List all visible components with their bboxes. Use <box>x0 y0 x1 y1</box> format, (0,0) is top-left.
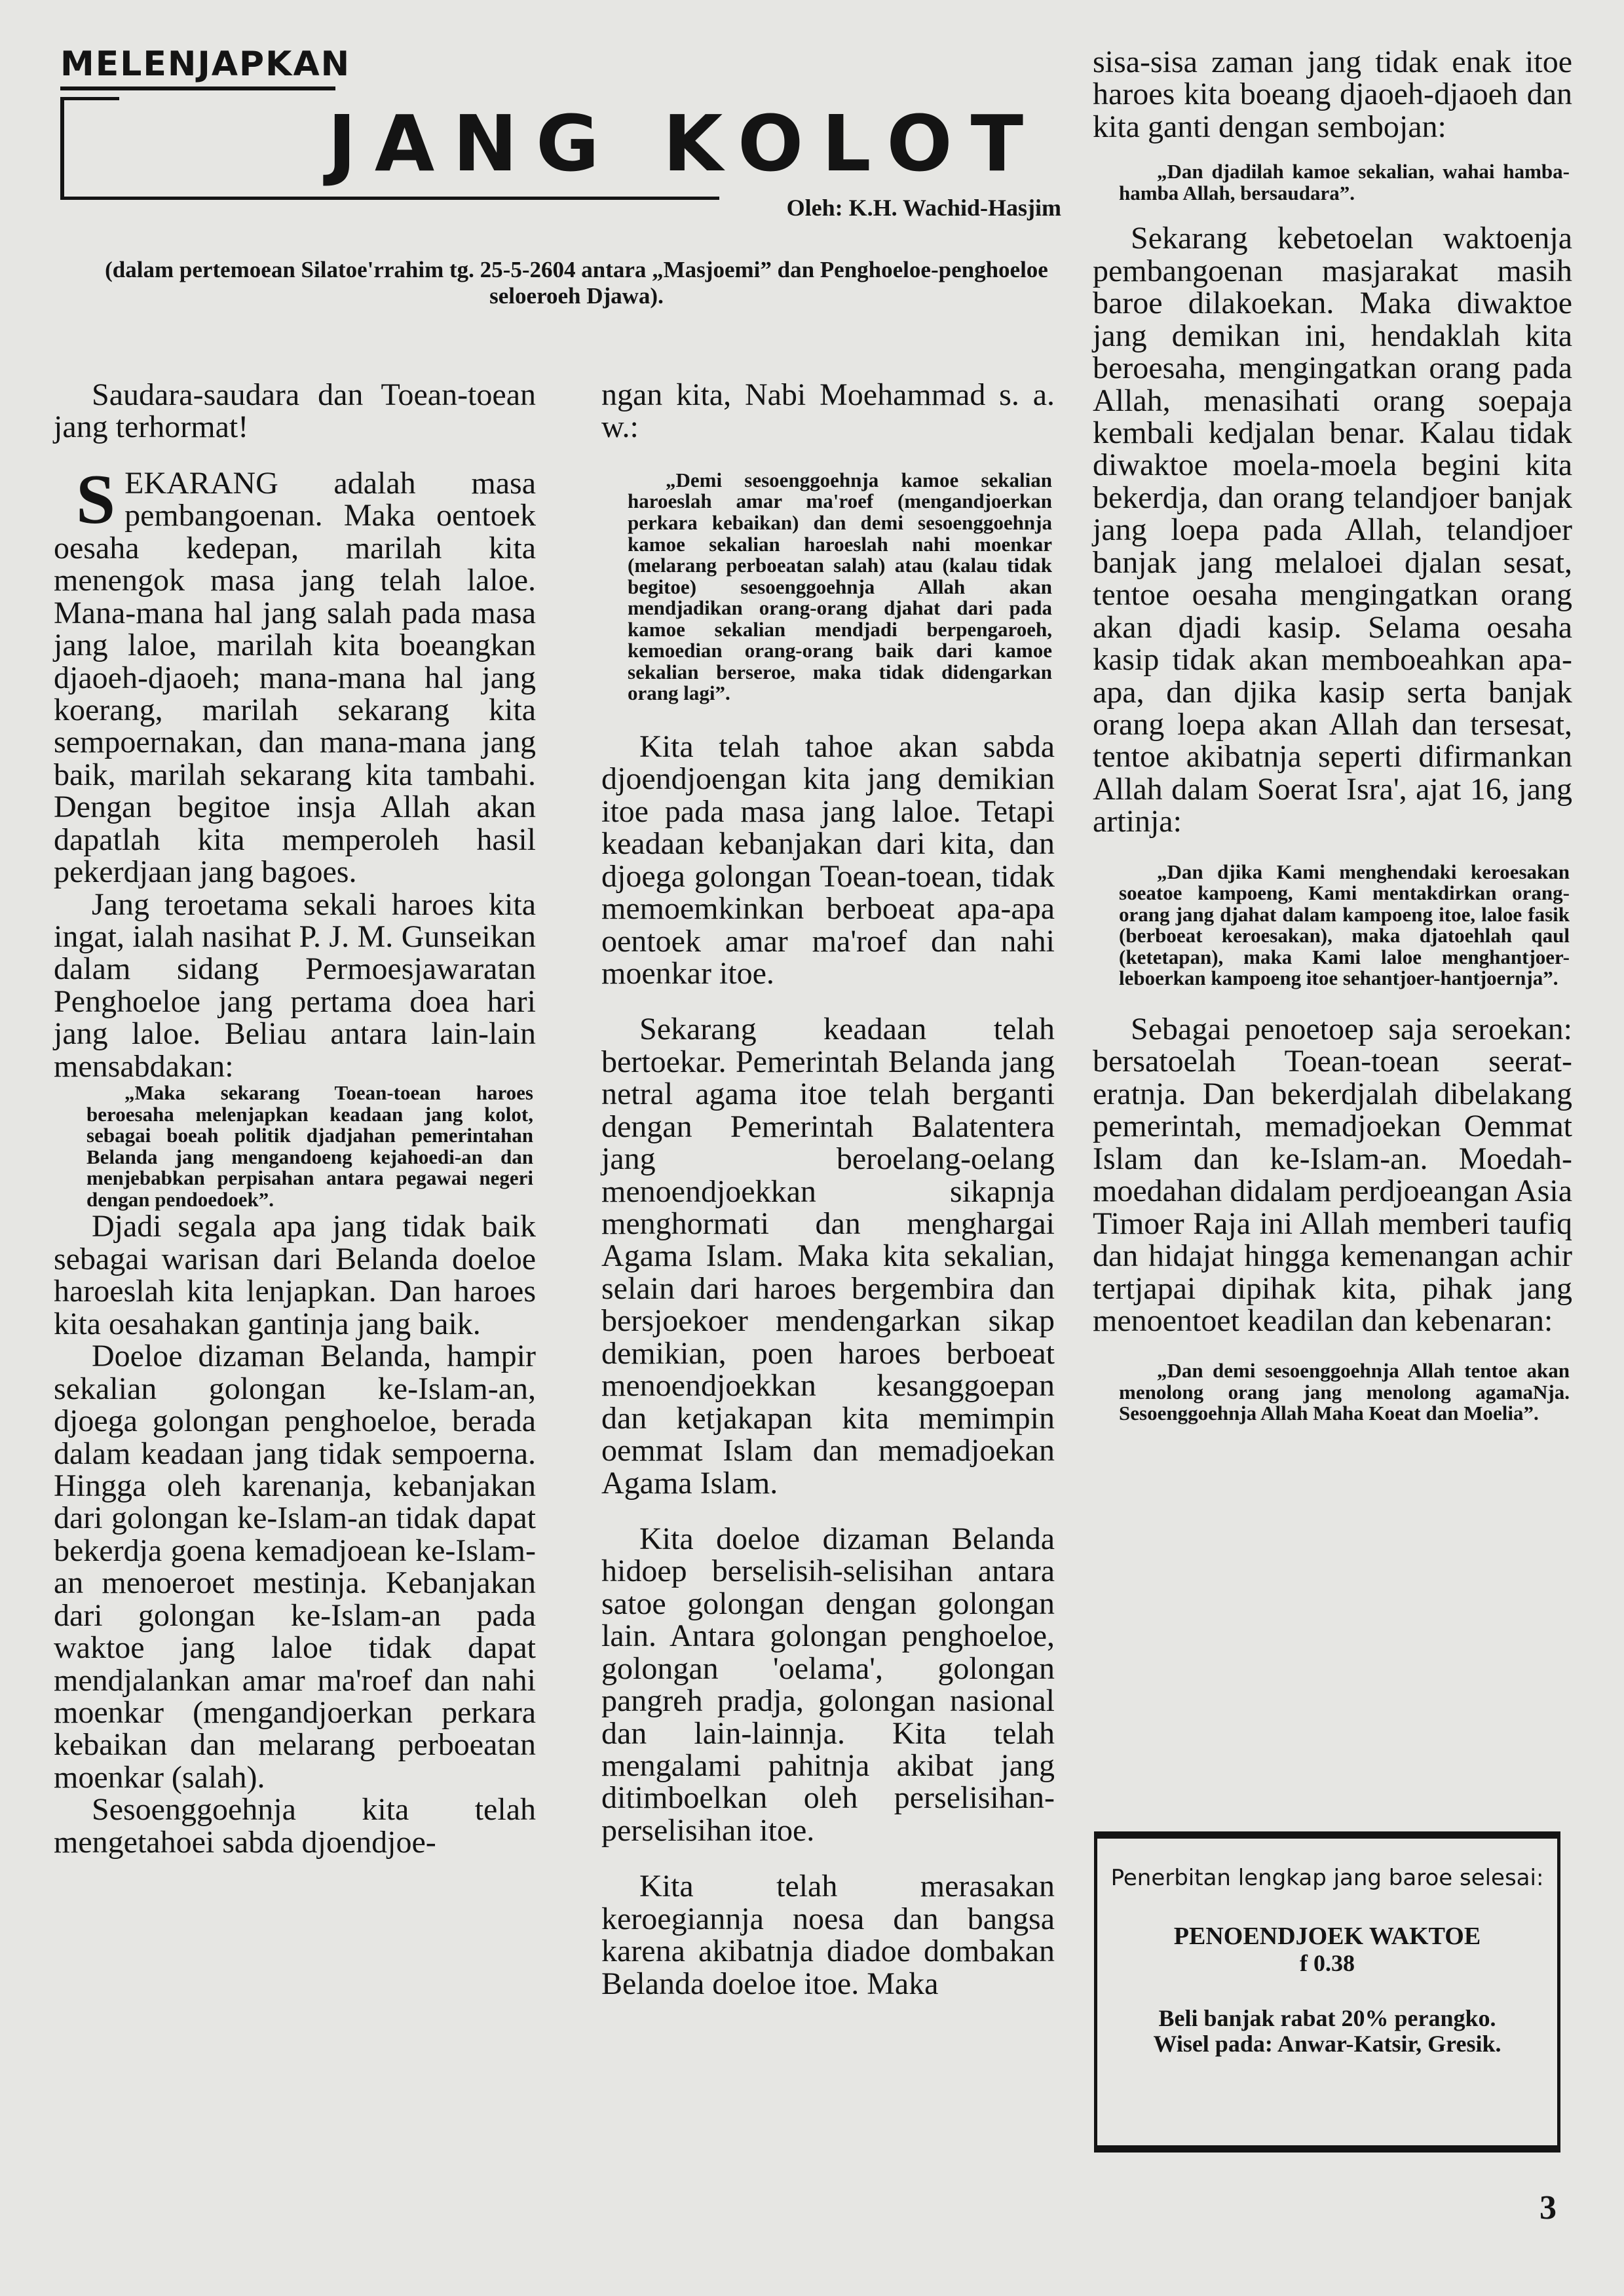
paragraph: Doeloe dizaman Belanda, hampir sekalian golongan ke-Islam-an, djoega golongan penghoeloe, berada dalam keadaan jang tidak sempoerna. Hingga oleh karenanja, kebanjakan dari golongan ke-Islam-an tidak dapat bekerdja goena kemadjoean ke-Islam-an menoeroet mestinja. Kebanjakan dari golongan ke-Islam-an pada waktoe jang laloe tidak dapat mendjalankan amar ma'roef dan nahi moenkar (mengandjoerkan perkara kebaikan dan melarang perboeatan moenkar (salah). <box>54 1339 536 1795</box>
ad-order-address: Wisel pada: Anwar-Katsir, Gresik. <box>1153 2031 1501 2057</box>
ad-discount: Beli banjak rabat 20% perangko. <box>1158 2004 1496 2031</box>
paragraph <box>54 460 536 890</box>
column-2 <box>601 379 1055 2000</box>
column-3 <box>1093 46 1572 1425</box>
paragraph: Sesoenggoehnja kita telah mengetahoei sabda djoendjoe- <box>54 1792 536 1860</box>
advertisement-box <box>1094 1831 1560 2152</box>
paragraph: Sekarang keadaan telah bertoekar. Pemerintah Belanda jang netral agama itoe telah berganti dengan Pemerintah Balatentera jang beroelang-oelang menoendjoekkan sikapnja menghormati dan menghargai Agama Islam. Maka kita sekalian, selain dari haroes bergembira dan bersjoekoer mendengarkan sikap demikian, poen haroes berboeat menoendjoekkan kesanggoepan dan ketjakapan kita memimpin oemmat Islam dan memadjoekan Agama Islam. <box>601 1012 1055 1501</box>
paragraph: Sebagai penoetoep saja seroekan: bersatoelah Toean-toean seerat-eratnja. Dan bekerdjalah dibelakang pemerintah, memadjoekan Oemmat Islam dan ke-Islam-an. Moedah-moedahan didalam perdjoeangan Asia Timoer Raja ini Allah memberi taufiq dan hidajat hingga kemenangan achir tertjapai dipihak kita, pihak jang menoentoet keadilan dan kebenaran: <box>1093 1012 1572 1338</box>
paragraph: Sekarang kebetoelan waktoenja pembangoenan masjarakat masih baroe dilakoekan. Maka diwaktoe jang demikan ini, hendaklah kita beroesaha, mengingatkan orang pada Allah, menasihati orang soepaja kembali kedjalan benar. Kalau tidak diwaktoe moela-moela begini kita bekerdja, dan orang telandjoer banjak jang loepa pada Allah, telandjoer banjak jang melaloei djalan sesat, tentoe oesaha mengingatkan orang akan djadi kasip. Selama oesaha kasip tidak akan memboeahkan apa-apa, dan djika kasip serta banjak orang loepa akan Allah dan tersesat, tentoe akibatnja seperti difirmankan Allah dalam Soerat Isra', ajat 16, jang artinja: <box>1093 221 1572 839</box>
quote-brotherhood: „Dan djadilah kamoe sekalian, wahai hamba-hamba Allah, bersaudara”. <box>1119 160 1570 204</box>
quote-closing: „Dan demi sesoenggoehnja Allah tentoe akan menolong orang jang menolong agamaNja. Sesoenggoehnja Allah Maha Koeat dan Moelia”. <box>1119 1359 1570 1425</box>
drop-cap: S <box>76 460 116 539</box>
paragraph: Kita telah tahoe akan sabda djoendjoengan kita jang demikian itoe pada masa jang laloe. Tetapi keadaan kebanjakan dari kita, dan djoega golongan Toean-toean, tidak memoemkinkan berboeat apa-apa oentoek amar ma'roef dan nahi moenkar itoe. <box>601 729 1055 991</box>
article-kicker: MELENJAPKAN <box>60 47 335 90</box>
paragraph: Jang teroetama sekali haroes kita ingat, ialah nasihat P. J. M. Gunseikan dalam sidang Permoesjawaratan Penghoeloe jang pertama doea hari jang laloe. Beliau antara lain-lain mensabdakan: <box>54 887 536 1084</box>
paragraph: sisa-sisa zaman jang tidak enak itoe haroes kita boeang djaoeh-djaoeh dan kita ganti dengan sembojan: <box>1093 45 1572 144</box>
article-subtitle: (dalam pertemoean Silatoe'rrahim tg. 25-5-2604 antara „Masjoemi” dan Penghoeloe-penghoeloe seloeroeh Djawa). <box>105 257 1048 309</box>
quote-gunseikan: „Maka sekarang Toean-toean haroes beroesaha melenjapkan keadaan jang kolot, sebagai boeah politik djadjahan pemerintahan Belanda jang mengandoeng kejahoedi-an dan menjebabkan perpisahan antara pegawai negeri dengan pendoedoek”. <box>86 1081 533 1211</box>
ad-product-name: PENOENDJOEK WAKTOE <box>1173 1923 1481 1951</box>
quote-surah-isra: „Dan djika Kami menghendaki keroesakan soeatoe kampoeng, Kami mentakdirkan orang-orang jang djahat dalam kampoeng itoe, laloe fasik (berboeat keroesakan), maka djatoehlah qaul (ketetapan), maka Kami laloe menghantjoer-leboerkan kampoeng itoe sehantjoer-hantjoernja”. <box>1119 860 1570 990</box>
paragraph: Kita telah merasakan keroegiannja noesa dan bangsa karena akibatnja diadoe dombakan Belanda doeloe itoe. Maka <box>601 1869 1055 2001</box>
ad-announcement: Penerbitan lengkap jang baroe selesai: <box>1110 1865 1544 1891</box>
article-author: Oleh: K.H. Wachid-Hasjim <box>786 195 1061 221</box>
paragraph-text: EKARANG adalah masa pembangoenan. Maka oentoek oesaha kedepan, marilah kita menengok masa jang telah laloe. Mana-mana hal jang salah pada masa jang laloe, marilah kita boeangkan djaoeh-djaoeh; mana-mana hal jang koerang, marilah sekarang kita sempoernakan, dan mana-mana jang baik, marilah sekarang kita tambahi. Dengan begitoe insja Allah akan dapatlah kita memperoleh hasil pekerdjaan jang bagoes. <box>54 465 536 890</box>
page-number: 3 <box>1539 2189 1557 2227</box>
column-1 <box>54 379 536 1858</box>
paragraph: ngan kita, Nabi Moehammad s. a. w.: <box>601 377 1055 445</box>
paragraph: Kita doeloe dizaman Belanda hidoep berselisih-selisihan antara satoe golongan dengan golongan lain. Antara golongan penghoeloe, golongan 'oelama', golongan pangreh pradja, golongan nasional dan lain-lainnja. Kita telah mengalami pahitnja akibat jang ditimboelkan oleh perselisihan-perselisihan itoe. <box>601 1521 1055 1848</box>
quote-hadith: „Demi sesoenggoehnja kamoe sekalian haroeslah amar ma'roef (mengandjoerkan perkara kebaikan) dan demi sesoenggoehnja kamoe sekalian haroeslah nahi moenkar (melarang perboeatan salah) atau (kalau tidak begitoe) sesoenggoehnja Allah akan mendjadikan orang-orang djahat dari pada kamoe sekalian mendjadi berpengaroeh, kemoedian orang-orang baik dari kamoe sekalian berseroe, maka tidak didengarkan orang lagi”. <box>628 468 1052 705</box>
salutation: Saudara-saudara dan Toean-toean jang terhormat! <box>54 377 536 445</box>
ad-price: f 0.38 <box>1300 1950 1355 1977</box>
article-title: JANG KOLOT <box>328 98 1042 189</box>
paragraph: Djadi segala apa jang tidak baik sebagai warisan dari Belanda doeloe haroeslah kita lenjapkan. Dan haroes kita oesahakan gantinja jang baik. <box>54 1209 536 1341</box>
